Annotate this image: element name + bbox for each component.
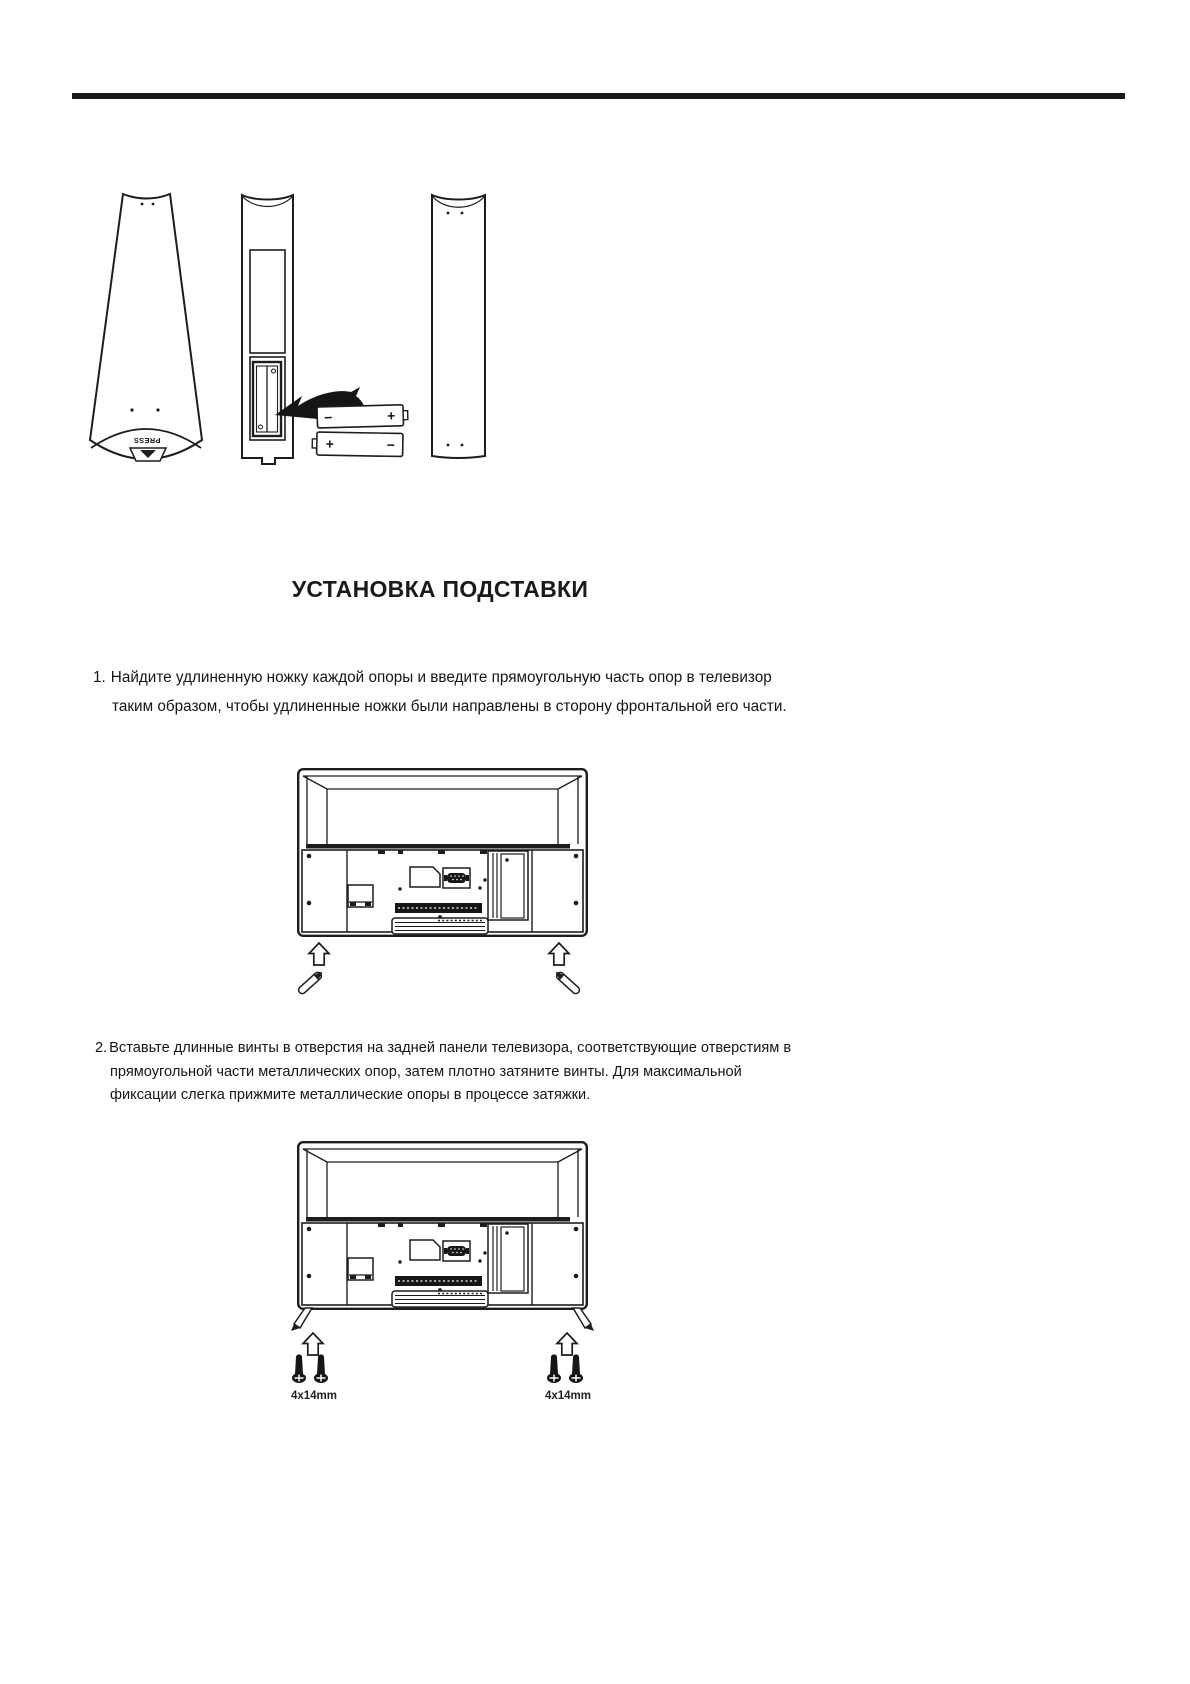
step-2 (95, 1037, 791, 1108)
step-1-line-2: таким образом, чтобы удлиненные ножки были направлены в сторону фронтальной его части. (112, 698, 787, 715)
remote-battery-figure (78, 158, 498, 470)
step-2-line-3: фиксации слегка прижмите металлические опоры в процессе затяжки. (110, 1087, 591, 1103)
up-arrow-left (303, 1333, 323, 1355)
attached-leg-right (573, 1308, 594, 1331)
press-label: PRESS (133, 436, 161, 445)
step-1-number: 1. (93, 669, 106, 686)
section-title: УСТАНОВКА ПОДСТАВКИ (291, 576, 589, 602)
screw-icon (547, 1354, 561, 1383)
step-2-line-2: прямоугольной части металлических опор, затем плотно затяните винты. Для максимальной (110, 1063, 742, 1080)
step-2-line-1: Вставьте длинные винты в отверстия на задней панели телевизора, соответствующие отверстиям в (109, 1040, 792, 1056)
battery-plus-sign: + (325, 435, 335, 452)
tv-back-figure-step1 (289, 760, 601, 1010)
header-rule (72, 93, 1125, 99)
remote-back-closed-view (432, 195, 485, 458)
up-arrow-right (549, 943, 569, 965)
screw-icon (569, 1354, 583, 1383)
screw-icon (314, 1354, 328, 1383)
step-1-line-1: Найдите удлиненную ножку каждой опоры и введите прямоугольную часть опор в телевизор (110, 669, 772, 686)
up-arrow-right (557, 1333, 577, 1355)
tv-back-figure-step2 (289, 1133, 601, 1413)
remote-back-open-view (242, 195, 293, 464)
step-1 (93, 663, 787, 721)
battery-bottom (312, 432, 403, 457)
battery-plus-sign: + (386, 407, 396, 424)
remote-front-view (90, 194, 202, 461)
battery-top (317, 405, 408, 428)
screw-size-label-right: 4x14mm (544, 1390, 592, 1402)
stand-leg-left (297, 970, 324, 995)
screw-size-label-left: 4x14mm (290, 1390, 338, 1402)
up-arrow-left (309, 943, 329, 965)
attached-leg-left (291, 1308, 312, 1331)
stand-leg-right (554, 970, 581, 995)
battery-minus-sign: − (323, 409, 333, 426)
screw-icon (292, 1354, 306, 1383)
battery-minus-sign: − (386, 436, 396, 453)
step-2-number: 2. (95, 1040, 108, 1056)
